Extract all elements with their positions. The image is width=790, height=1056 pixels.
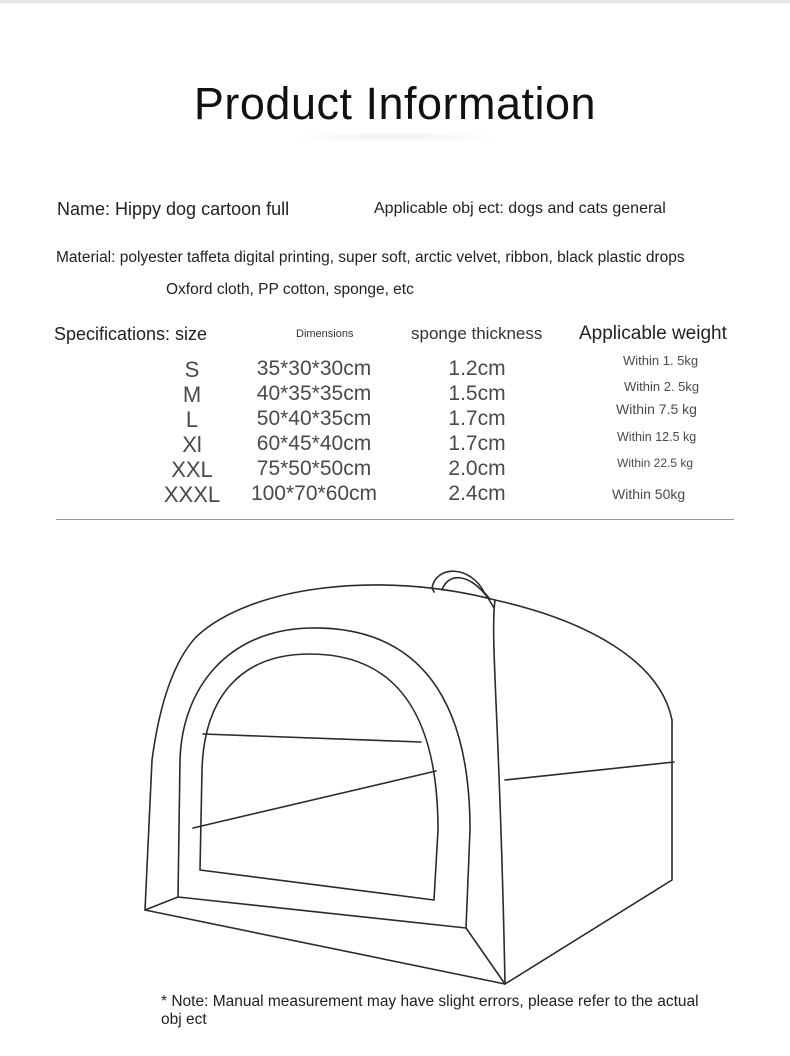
title-shadow	[285, 132, 505, 142]
section-divider	[56, 519, 734, 520]
top-border	[0, 0, 790, 3]
sponge-cell: 1.7cm	[448, 407, 506, 430]
size-cell: L	[185, 407, 199, 432]
header-dimensions: Dimensions	[296, 328, 354, 340]
size-cell: Xl	[182, 432, 202, 457]
header-applicable-weight: Applicable weight	[579, 323, 727, 344]
sponge-cell: 2.0cm	[448, 457, 506, 480]
weight-cell: Within 1. 5kg	[623, 353, 699, 368]
size-cell: XXXL	[163, 482, 221, 507]
size-cell: M	[182, 382, 202, 407]
product-name: Name: Hippy dog cartoon full	[57, 199, 290, 219]
sponge-cell: 1.2cm	[448, 357, 506, 380]
weight-cell: Within 12.5 kg	[617, 430, 697, 444]
pet-house-illustration	[0, 540, 790, 990]
dimensions-cell: 100*70*60cm	[250, 482, 378, 505]
header-size: Specifications: size	[54, 324, 208, 344]
dimensions-cell: 40*35*35cm	[256, 382, 372, 405]
measurement-note: * Note: Manual measurement may have slight errors, please refer to the actual obj ect	[161, 993, 699, 1028]
weight-cell: Within 7.5 kg	[616, 401, 697, 417]
weight-cell: Within 22.5 kg	[617, 456, 694, 470]
dimensions-cell: 50*40*35cm	[256, 407, 372, 430]
material-line-1: Material: polyester taffeta digital printing, super soft, arctic velvet, ribbon, black plastic drops	[56, 249, 685, 266]
header-sponge-thickness: sponge thickness	[411, 324, 543, 343]
applicable-object: Applicable obj ect: dogs and cats general	[374, 200, 666, 217]
sponge-cell: 2.4cm	[448, 482, 506, 505]
page-title: Product Information	[193, 78, 597, 129]
weight-cell: Within 50kg	[612, 486, 686, 502]
material-line-2: Oxford cloth, PP cotton, sponge, etc	[166, 281, 414, 298]
dimensions-cell: 60*45*40cm	[256, 432, 372, 455]
size-cell: S	[184, 357, 200, 382]
sponge-cell: 1.7cm	[448, 432, 506, 455]
dimensions-cell: 35*30*30cm	[256, 357, 372, 380]
dimensions-cell: 75*50*50cm	[256, 457, 372, 480]
weight-cell: Within 2. 5kg	[624, 379, 700, 394]
size-cell: XXL	[171, 457, 213, 482]
sponge-cell: 1.5cm	[448, 382, 506, 405]
